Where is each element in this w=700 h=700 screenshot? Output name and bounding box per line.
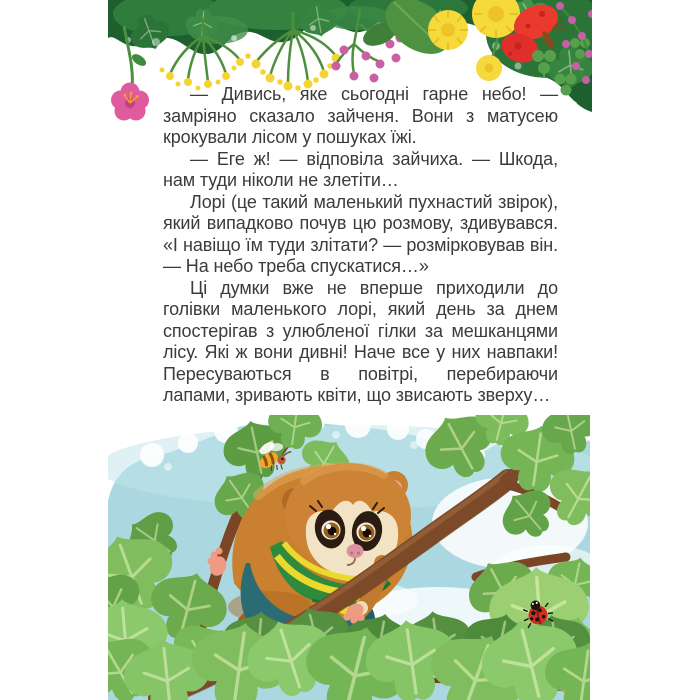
illustration-art (108, 415, 590, 700)
story-text (163, 84, 558, 407)
story-paragraph-1: — Дивись, яке сьогодні гарне небо! — замріяно сказало зайченя. Вони з матусею крокували лісом у пошуках їжі. (163, 84, 558, 147)
loris-eye-left (321, 520, 341, 540)
story-paragraph-2: — Еге ж! — відповіла зайчиха. — Шкода, нам туди ніколи не злетіти… (163, 148, 558, 190)
story-paragraph-4: Ці думки вже не вперше приходили до голівки маленького лорі, який день за днем спостерігав з улюбленої гілки за мешканцями лісу. Які ж вони дивні! Наче все у них навпаки! Пересуваються в повітрі, перебираючи лапами, зривають квіти, що звисають зверху… (163, 277, 558, 405)
loris-nose (347, 544, 364, 558)
loris-eye-right (356, 522, 376, 542)
loris-illustration (108, 415, 590, 700)
story-paragraph-3: Лорі (це такий маленький пухнастий звірок), який випадково почув цю розмову, здивувався. «І навіщо їм туди злітати? — розмірковував він. — На небо треба спускатися…» (163, 191, 558, 276)
